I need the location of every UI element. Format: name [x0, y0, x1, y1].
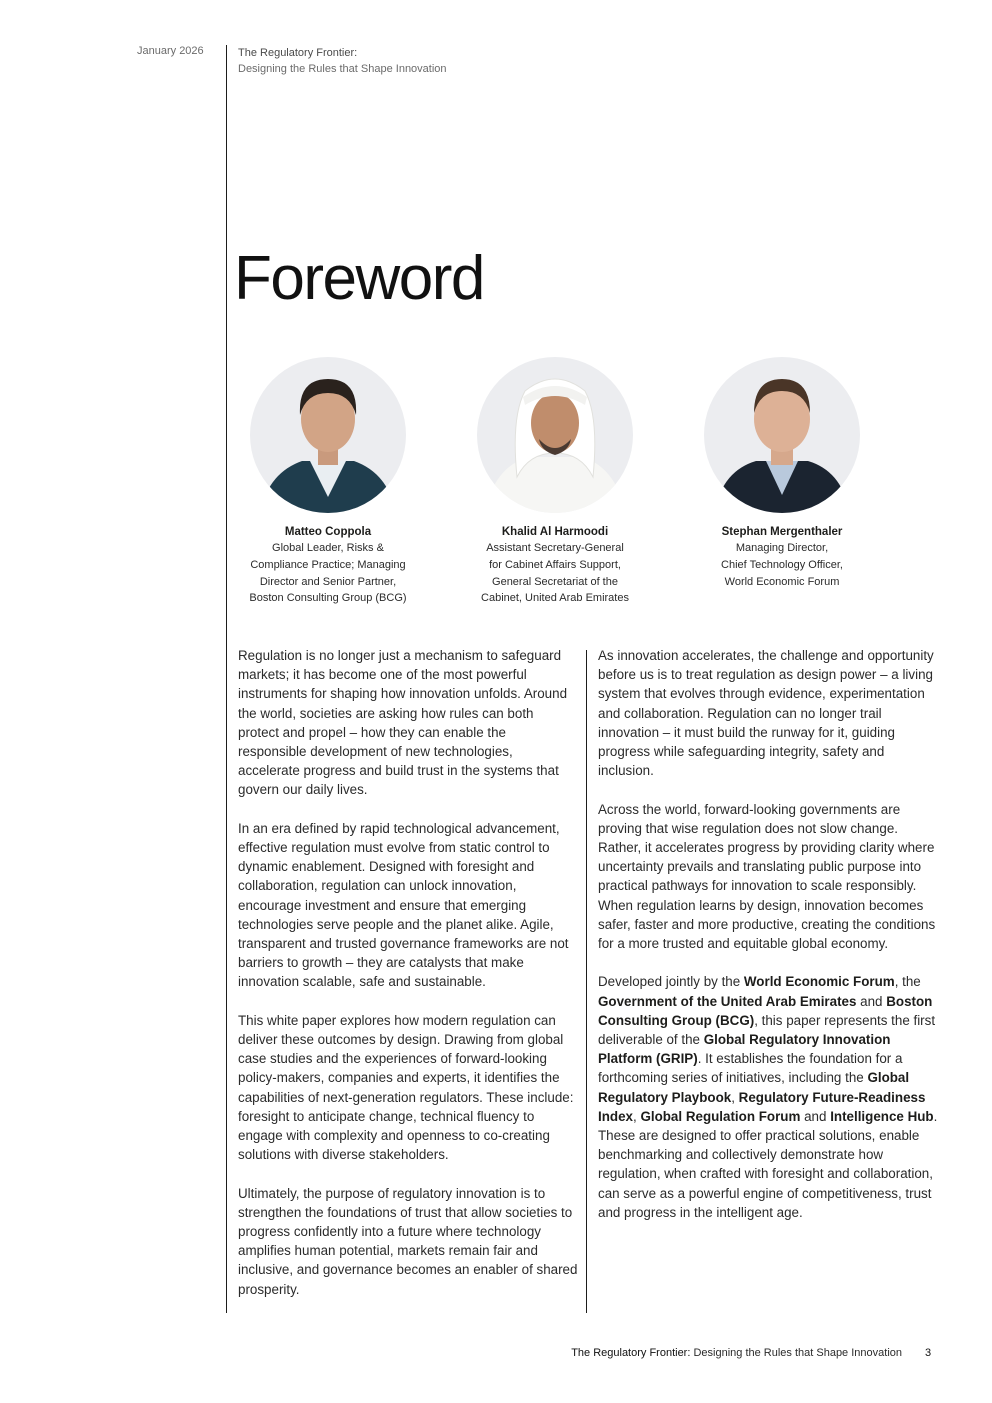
body-column-left — [238, 646, 578, 1318]
author-role-2 — [455, 540, 655, 607]
text-run: , — [731, 1089, 739, 1105]
text-run: . These are designed to offer practical solutions, enable benchmarking and collectively demonstrate how regulation, when crafted with foresight and collaboration, can serve as a powerful engine of competitiveness, trust and progress in the intelligent age. — [598, 1108, 938, 1220]
paragraph: Across the world, forward-looking governments are proving that wise regulation does not slow change. Rather, it accelerates progress by providing clarity where uncertainty prevails and translating public purpose into practical pathways for innovation to scale responsibly. When regulation learns by design, innovation becomes safer, faster and more productive, creating the conditions for a more trusted and equitable global economy. — [598, 801, 936, 952]
margin-rule — [226, 45, 227, 1313]
text-run: Developed jointly by the — [598, 974, 744, 990]
highlight-bcg: Boston Consulting Group (BCG) — [598, 993, 933, 1028]
footer-title-bold: The Regulatory Frontier: — [571, 1347, 691, 1359]
column-divider — [586, 650, 587, 1313]
page-number: 3 — [925, 1347, 932, 1359]
author-role-line: General Secretariat of the — [492, 575, 618, 588]
author-name-1: Matteo Coppola — [284, 526, 372, 538]
header-title-line1: The Regulatory Frontier: — [238, 47, 358, 59]
text-run: , the — [894, 974, 921, 990]
author-role-line: for Cabinet Affairs Support, — [489, 558, 621, 571]
text-run: . It establishes the foundation for a forthcoming series of initiatives, including the — [598, 1051, 903, 1086]
author-role-line: Managing Director, — [735, 542, 829, 554]
author-role-line: Boston Consulting Group (BCG) — [249, 592, 407, 605]
author-photo-2 — [477, 357, 633, 513]
paragraph: In an era defined by rapid technological advancement, effective regulation must evolve from static control to dynamic enablement. Designed with foresight and collaboration, regulation can unlock innovation, encourage investment and ensure that emerging technologies serve people and the planet alike. Agile, transparent and trusted governance frameworks are not barriers to growth – they are catalysts that make innovation scalable, safe and sustainable. — [238, 820, 569, 990]
footer-title-rest: Designing the Rules that Shape Innovation — [690, 1347, 902, 1359]
highlight-wef: World Economic Forum — [743, 974, 895, 990]
highlight-grip: Global Regulatory Innovation Platform (GRIP) — [598, 1032, 891, 1067]
paragraph-with-highlights — [598, 972, 938, 1222]
highlight-readiness-index: Regulatory Future-Readiness Index — [598, 1089, 926, 1124]
highlight-regulation-forum: Global Regulation Forum — [640, 1108, 801, 1124]
author-role-line: Cabinet, United Arab Emirates — [481, 592, 629, 605]
text-run: , — [632, 1108, 641, 1124]
author-role-line: Chief Technology Officer, — [721, 558, 843, 571]
author-role-3 — [682, 540, 882, 590]
author-role-line: Global Leader, Risks & — [272, 542, 384, 554]
author-role-line: Director and Senior Partner, — [259, 575, 397, 588]
header-title — [238, 45, 447, 77]
author-photo-3 — [704, 357, 860, 513]
header-title-line2: Designing the Rules that Shape Innovation — [238, 63, 447, 75]
author-role-1 — [228, 540, 428, 607]
highlight-playbook: Global Regulatory Playbook — [598, 1070, 910, 1105]
text-run: and — [800, 1108, 831, 1124]
footer-title — [571, 1347, 902, 1359]
author-role-line: World Economic Forum — [724, 575, 840, 588]
author-role-line: Compliance Practice; Managing — [250, 558, 406, 571]
paragraph: As innovation accelerates, the challenge and opportunity before us is to treat regulation as design power – a living system that evolves through evidence, experimentation and collaboration. Regulation can no longer trail innovation – it must build the runway for it, guiding progress while safeguarding integrity, safety and inclusion. — [598, 648, 934, 779]
author-role-line: Assistant Secretary-General — [486, 542, 624, 554]
author-card-3 — [682, 357, 882, 590]
paragraph: Regulation is no longer just a mechanism to safeguard markets; it has become one of the most powerful instruments for shaping how innovation unfolds. Around the world, societies are asking how rules can both protect and propel – how they can enable the responsible development of new technologies, accelerate progress and build trust in the systems that govern our daily lives. — [238, 648, 568, 798]
paragraph: This white paper explores how modern regulation can deliver these outcomes by design. Drawing from global case studies and the experiences of forward-looking policy-makers, companies and experts, it identifies the capabilities of next-generation regulators. These include: foresight to anticipate change, technical fluency to engage with complexity and openness to co-creating solutions with diverse stakeholders. — [238, 1012, 574, 1163]
author-name-2: Khalid Al Harmoodi — [501, 526, 609, 538]
author-name-3: Stephan Mergenthaler — [721, 526, 843, 538]
body-column-right — [598, 646, 938, 1241]
highlight-intelligence-hub: Intelligence Hub — [830, 1108, 934, 1124]
page-heading: Foreword — [234, 244, 484, 313]
paragraph: Ultimately, the purpose of regulatory innovation is to strengthen the foundations of trust that allow societies to progress confidently into a future where technology amplifies human potential, markets remain fair and inclusive, and governance becomes an enabler of shared prosperity. — [238, 1185, 578, 1297]
highlight-uae-government: Government of the United Arab Emirates — [598, 993, 857, 1009]
author-photo-1 — [250, 357, 406, 513]
text-run: and — [856, 993, 887, 1009]
header-date: January 2026 — [137, 45, 204, 57]
author-card-1 — [228, 357, 428, 607]
author-card-2 — [455, 357, 655, 607]
text-run: , this paper represents the first deliverable of the — [598, 1012, 936, 1048]
